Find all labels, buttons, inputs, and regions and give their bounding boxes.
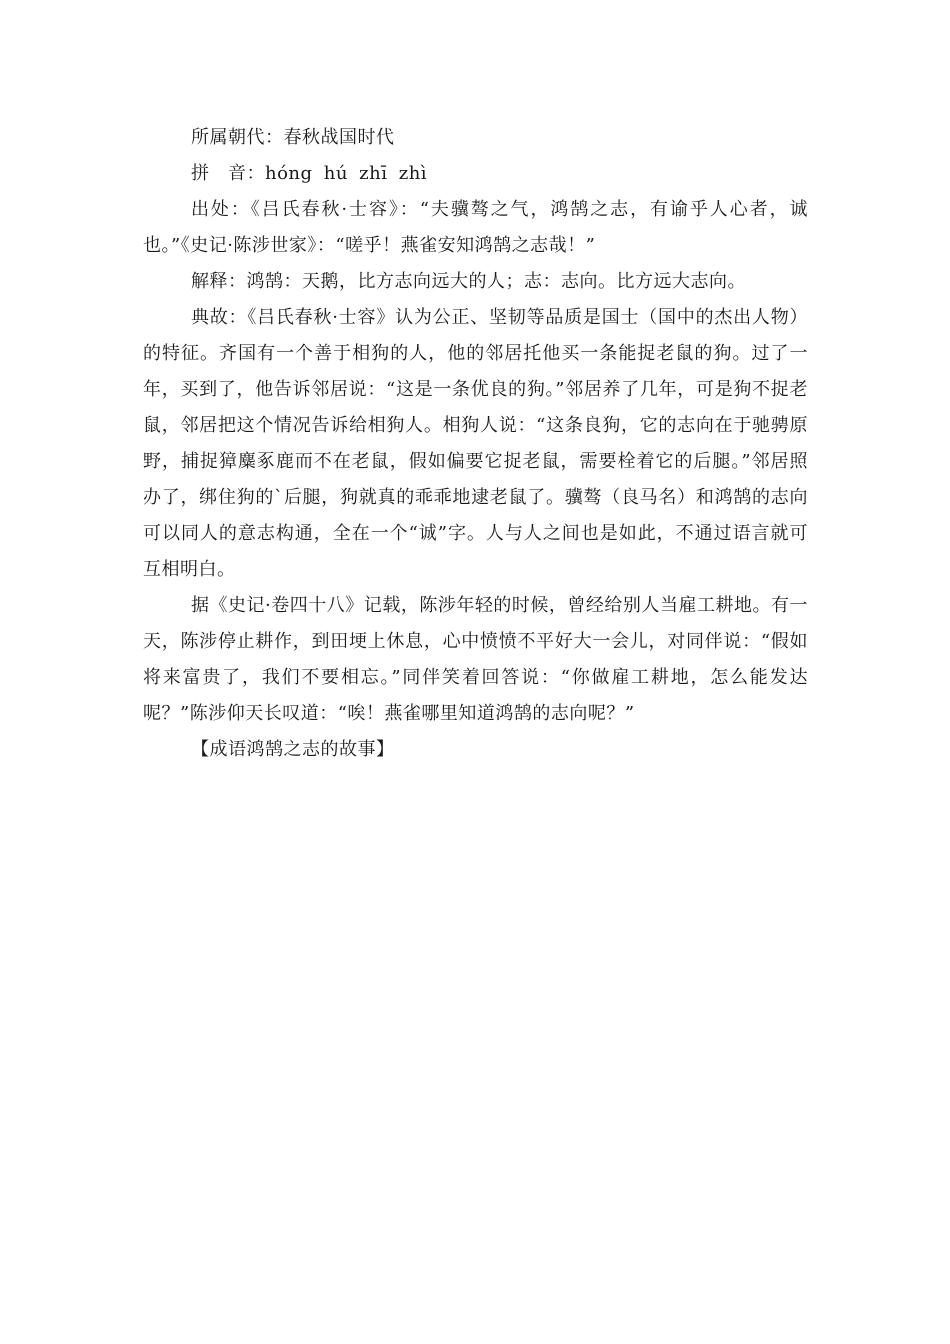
pinyin-label: 拼 音：: [191, 163, 265, 184]
pinyin-value: hóng hú zhī zhì: [265, 163, 428, 184]
shiji-story-paragraph: 据《史记·卷四十八》记载，陈涉年轻的时候，曾经给别人当雇工耕地。有一天，陈涉停止耕作，到田埂上休息，心中愤愤不平好大一会儿，对同伴说：“假如将来富贵了，我们不要相忘。”同伴笑着回答说：“你做雇工耕地，怎么能发达呢？”陈涉仰天长叹道：“唉！燕雀哪里知道鸿鹄的志向呢？”: [143, 595, 808, 724]
pinyin-line: [143, 156, 808, 192]
section-heading: 【成语鸿鹄之志的故事】: [191, 739, 395, 760]
explanation-paragraph: 解释：鸿鹄：天鹅，比方志向远大的人；志：志向。比方远大志向。: [191, 271, 746, 292]
dynasty-line: 所属朝代：春秋战国时代: [191, 127, 395, 148]
source-paragraph: 出处：《吕氏春秋·士容》：“夫骥骜之气，鸿鹄之志，有谕乎人心者，诚也。”《史记·陈涉世家》：“嗟乎！燕雀安知鸿鹄之志哉！”: [143, 199, 808, 256]
allusion-paragraph: 典故：《吕氏春秋·士容》认为公正、坚韧等品质是国士（国中的杰出人物）的特征。齐国有一个善于相狗的人，他的邻居托他买一条能捉老鼠的狗。过了一年，买到了，他告诉邻居说：“这是一条优良的狗。”邻居养了几年，可是狗不捉老鼠，邻居把这个情况告诉给相狗人。相狗人说：“这条良狗，它的志向在于驰骋原野，捕捉獐麋豖鹿而不在老鼠，假如偏要它捉老鼠，需要栓着它的后腿。”邻居照办了，绑住狗的`后腿，狗就真的乖乖地逮老鼠了。骥骜（良马名）和鸿鹄的志向可以同人的意志构通，全在一个“诚”字。人与人之间也是如此，不通过语言就可互相明白。: [143, 307, 808, 580]
document-body: [143, 120, 808, 768]
